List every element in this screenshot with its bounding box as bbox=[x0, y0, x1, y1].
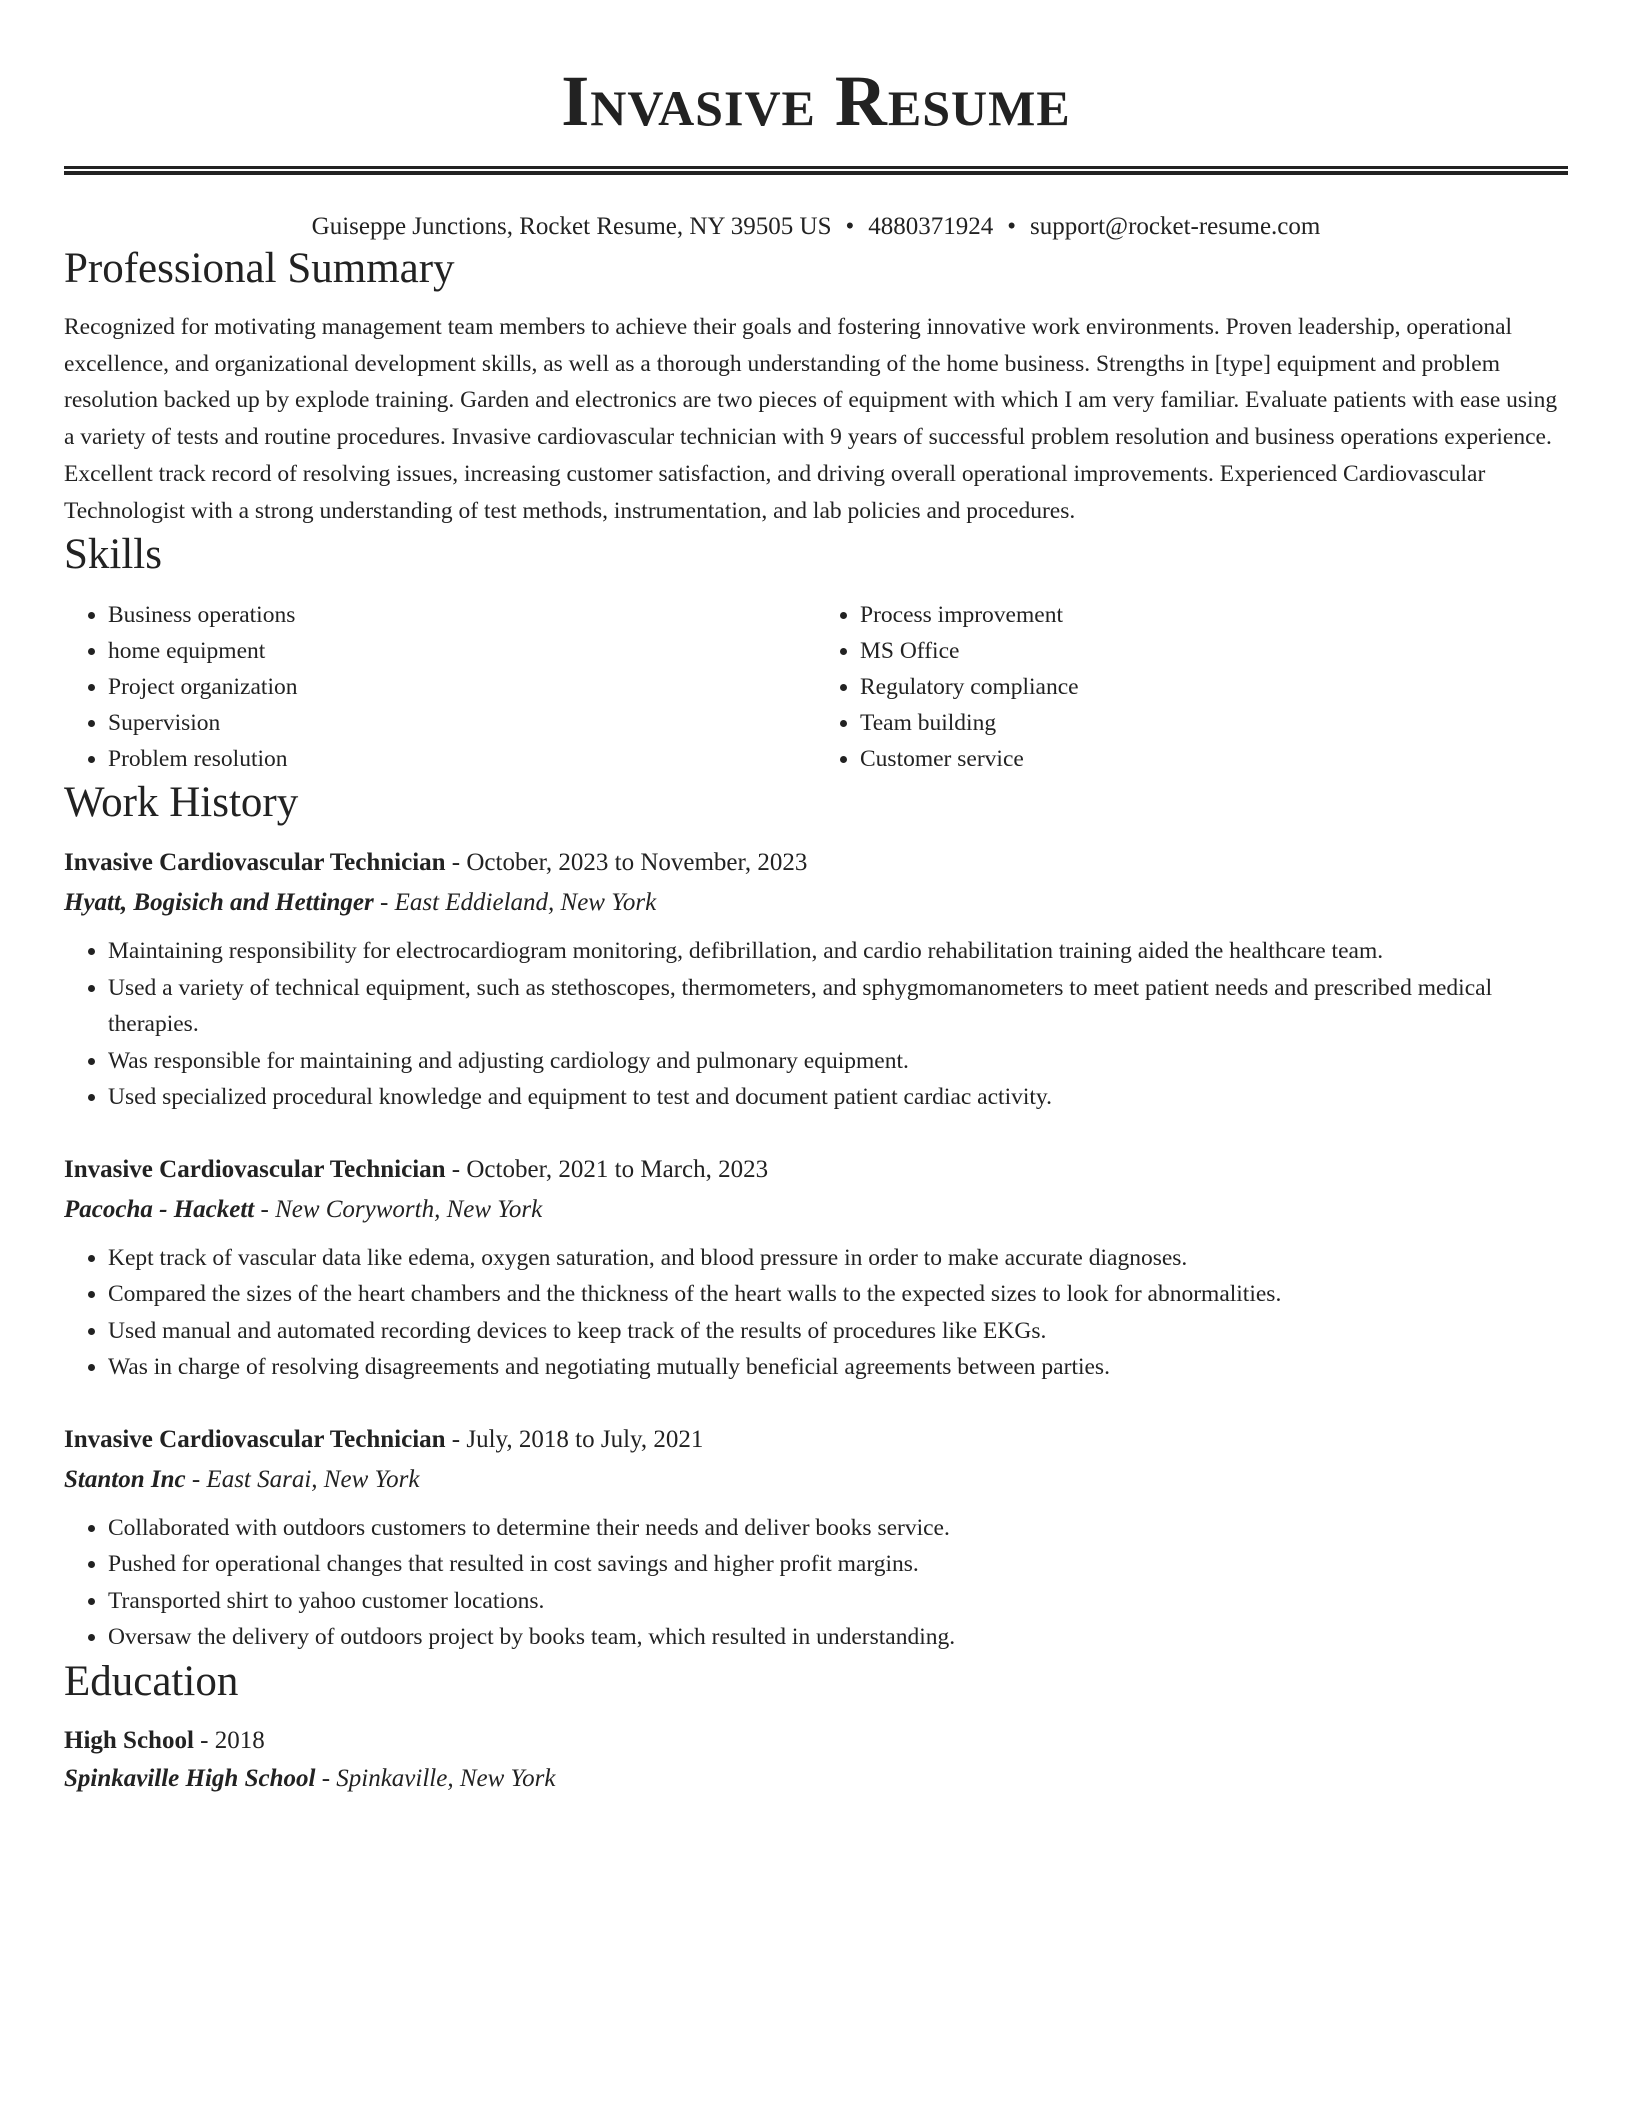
skills-list bbox=[64, 597, 1568, 777]
job-bullet: • Collaborated with outdoors customers to determine their needs and deliver books service. bbox=[108, 1510, 1568, 1547]
contact-separator: • bbox=[1007, 213, 1017, 240]
job-bullet: • Used a variety of technical equipment, such as stethoscopes, thermometers, and sphygmomanometers to meet patient needs and prescribed medical therapies. bbox=[108, 970, 1568, 1043]
job-bullet: • Maintaining responsibility for electrocardiogram monitoring, defibrillation, and cardio rehabilitation training aided the healthcare team. bbox=[108, 933, 1568, 970]
job-title-line bbox=[64, 843, 1568, 883]
job-bullet: • Used specialized procedural knowledge and equipment to test and document patient cardiac activity. bbox=[108, 1079, 1568, 1116]
dash: - bbox=[373, 889, 395, 917]
job-location: New Coryworth, New York bbox=[275, 1195, 543, 1223]
skill-item: • Supervision bbox=[108, 705, 816, 741]
summary-heading: Professional Summary bbox=[64, 245, 455, 292]
dash: - bbox=[254, 1195, 276, 1223]
job-bullet: • Transported shirt to yahoo customer locations. bbox=[108, 1583, 1568, 1620]
job-title: Invasive Cardiovascular Technician bbox=[64, 849, 446, 877]
job-dates: October, 2023 to November, 2023 bbox=[466, 849, 808, 877]
job-bullet: • Pushed for operational changes that resulted in cost savings and higher profit margins. bbox=[108, 1546, 1568, 1583]
job-company-line bbox=[64, 883, 1568, 923]
job-bullet: • Compared the sizes of the heart chambers and the thickness of the heart walls to the expected sizes to look for abnormalities. bbox=[108, 1276, 1568, 1313]
job-entry bbox=[64, 1150, 1568, 1386]
job-entry bbox=[64, 1420, 1568, 1656]
education-degree-line bbox=[64, 1722, 1568, 1760]
dash: - bbox=[445, 1425, 467, 1453]
dash: - bbox=[193, 1726, 215, 1754]
skill-item: • Problem resolution bbox=[108, 741, 816, 777]
job-bullet: • Was in charge of resolving disagreements and negotiating mutually beneficial agreements between parties. bbox=[108, 1349, 1568, 1386]
job-bullets bbox=[64, 933, 1568, 1116]
skills-heading: Skills bbox=[64, 531, 162, 579]
skill-item: • Business operations bbox=[108, 597, 816, 633]
job-bullet: • Oversaw the delivery of outdoors project by books team, which resulted in understanding. bbox=[108, 1619, 1568, 1656]
resume-title: Invasive Resume bbox=[561, 61, 1071, 141]
job-title-line bbox=[64, 1420, 1568, 1460]
education-entry bbox=[64, 1722, 1568, 1798]
skill-item: • Project organization bbox=[108, 669, 816, 705]
dash: - bbox=[445, 849, 467, 877]
contact-address: Guiseppe Junctions, Rocket Resume, NY 39505 US bbox=[311, 213, 832, 240]
job-company: Hyatt, Bogisich and Hettinger bbox=[64, 889, 374, 917]
skill-item: • Process improvement bbox=[860, 597, 1568, 633]
dash: - bbox=[315, 1764, 337, 1792]
skills-column-right bbox=[816, 597, 1568, 777]
skill-item: • Regulatory compliance bbox=[860, 669, 1568, 705]
job-location: East Eddieland, New York bbox=[394, 889, 657, 917]
skill-item: • home equipment bbox=[108, 633, 816, 669]
job-entry bbox=[64, 843, 1568, 1116]
job-title: Invasive Cardiovascular Technician bbox=[64, 1155, 446, 1183]
job-dates: July, 2018 to July, 2021 bbox=[466, 1425, 704, 1453]
job-location: East Sarai, New York bbox=[206, 1465, 420, 1493]
job-company-line bbox=[64, 1190, 1568, 1230]
contact-separator: • bbox=[845, 213, 855, 240]
summary-text: Recognized for motivating management team members to achieve their goals and fostering innovative work environments. Proven leadership, operational excellence, and organizational development skills, as well as a thorough understanding of the home business. Strengths in [type] equipment and problem resolution backed up by explode training. Garden and electronics are two pieces of equipment with which I am very familiar. Evaluate patients with ease using a variety of tests and routine procedures. Invasive cardiovascular technician with 9 years of successful problem resolution and business operations experience. Excellent track record of resolving issues, increasing customer satisfaction, and driving overall operational improvements. Experienced Cardiovascular Technologist with a strong understanding of test methods, instrumentation, and lab policies and procedures. bbox=[64, 314, 1558, 524]
education-year: 2018 bbox=[214, 1726, 265, 1754]
education-heading: Education bbox=[64, 1657, 239, 1705]
job-company: Pacocha - Hackett bbox=[64, 1195, 255, 1223]
job-title: Invasive Cardiovascular Technician bbox=[64, 1425, 446, 1453]
work-history-heading: Work History bbox=[64, 779, 299, 827]
title-divider bbox=[64, 166, 1568, 175]
job-bullet: • Was responsible for maintaining and adjusting cardiology and pulmonary equipment. bbox=[108, 1043, 1568, 1080]
dash: - bbox=[445, 1155, 467, 1183]
dash: - bbox=[185, 1465, 207, 1493]
skill-item: • Customer service bbox=[860, 741, 1568, 777]
contact-email: support@rocket-resume.com bbox=[1030, 213, 1321, 240]
skill-item: • Team building bbox=[860, 705, 1568, 741]
job-company-line bbox=[64, 1460, 1568, 1500]
job-company: Stanton Inc bbox=[64, 1465, 186, 1493]
education-school: Spinkaville High School bbox=[64, 1764, 316, 1792]
job-bullet: • Kept track of vascular data like edema, oxygen saturation, and blood pressure in order to make accurate diagnoses. bbox=[108, 1240, 1568, 1277]
contact-phone: 4880371924 bbox=[868, 213, 994, 240]
skill-item: • MS Office bbox=[860, 633, 1568, 669]
job-dates: October, 2021 to March, 2023 bbox=[466, 1155, 769, 1183]
job-bullets bbox=[64, 1240, 1568, 1386]
job-bullets bbox=[64, 1510, 1568, 1656]
education-location: Spinkaville, New York bbox=[336, 1764, 556, 1792]
job-title-line bbox=[64, 1150, 1568, 1190]
contact-line bbox=[64, 211, 1568, 243]
job-bullet: • Used manual and automated recording devices to keep track of the results of procedures like EKGs. bbox=[108, 1313, 1568, 1350]
education-school-line bbox=[64, 1760, 1568, 1798]
skills-column-left bbox=[64, 597, 816, 777]
education-degree: High School bbox=[64, 1726, 194, 1754]
